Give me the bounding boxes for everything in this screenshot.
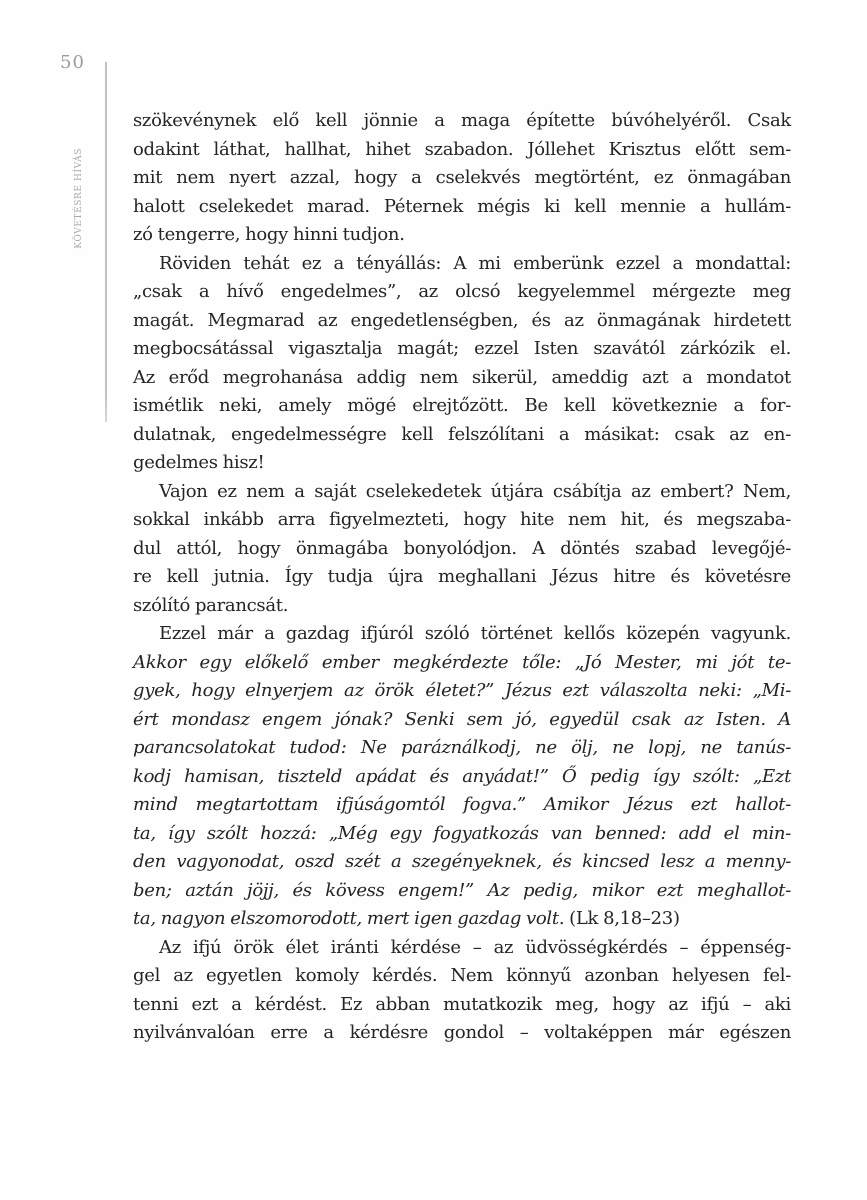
text-line (133, 193, 791, 222)
scripture-quote-italic: gyek, hogy elnyerjem az örök életet?” Jézus ezt válaszolta neki: „Mi- (133, 680, 791, 701)
body-text: odakint láthat, hallhat, hihet szabadon. Jóllehet Krisztus előtt sem- (133, 138, 791, 160)
text-line (133, 763, 791, 792)
text-line (133, 706, 791, 735)
paragraph (133, 620, 791, 934)
body-text: Ezzel már a gazdag ifjúról szóló történet kellős közepén vagyunk. (159, 623, 791, 644)
scripture-quote-italic: ta, így szólt hozzá: „Még egy fogyatkozás van benned: add el min- (133, 822, 791, 844)
body-text: (Lk 8,18–23) (564, 908, 680, 929)
text-line (133, 335, 791, 364)
body-text: szólító parancsát. (133, 594, 289, 616)
body-text: Röviden tehát ez a tényállás: A mi emberünk ezzel a mondattal: (159, 252, 791, 274)
margin-rule-divider (105, 62, 107, 422)
body-text: Az erőd megrohanása addig nem sikerül, ameddig azt a mondatot (133, 366, 791, 388)
body-text: sokkal inkább arra figyelmezteti, hogy hite nem hit, és megszaba- (133, 509, 791, 530)
text-line (133, 278, 791, 307)
text-line (133, 164, 791, 193)
body-text: magát. Megmarad az engedetlenségben, és az önmagának hirdetett (133, 309, 791, 331)
text-block (133, 107, 791, 1048)
paragraph (133, 934, 791, 1048)
scripture-quote-italic: ben; aztán jöjj, és kövess engem!” Az pedig, mikor ezt meghallot- (133, 879, 791, 901)
text-line (133, 449, 791, 478)
running-head-chapter-label: KÖVETÉSRE HÍVÁS (74, 148, 84, 249)
body-text: megbocsátással vigasztalja magát; ezzel Isten szavától zárkózik el. (133, 338, 791, 359)
text-line (133, 221, 791, 250)
text-line (133, 734, 791, 763)
text-line (133, 392, 791, 421)
text-line (133, 421, 791, 450)
text-line (133, 820, 791, 849)
body-text: dulatnak, engedelmességre kell felszólítani a másikat: csak az en- (133, 423, 791, 445)
body-text: halott cselekedet marad. Péternek mégis ki kell mennie a hullám- (133, 195, 791, 217)
text-line (133, 962, 791, 991)
text-line (133, 934, 791, 963)
text-line (133, 649, 791, 678)
text-line (133, 307, 791, 336)
scripture-quote-italic: mind megtartottam ifjúságomtól fogva.” Amikor Jézus ezt hallot- (133, 794, 791, 815)
text-line (133, 677, 791, 706)
body-text: tenni ezt a kérdést. Ez abban mutatkozik meg, hogy az ifjú – aki (133, 993, 791, 1015)
text-line (133, 905, 791, 934)
body-text: nyilvánvalóan erre a kérdésre gondol – voltaképpen már egészen (133, 1022, 791, 1043)
scripture-quote-italic: ért mondasz engem jónak? Senki sem jó, egyedül csak az Isten. A (133, 708, 791, 730)
paragraph (133, 478, 791, 621)
text-line (133, 620, 791, 649)
body-text: ismétlik neki, amely mögé elrejtőzött. Be kell következnie a for- (133, 395, 791, 416)
text-line (133, 364, 791, 393)
text-line (133, 563, 791, 592)
text-line (133, 250, 791, 279)
text-line (133, 791, 791, 820)
text-line (133, 592, 791, 621)
text-line (133, 1019, 791, 1048)
body-text: re kell jutnia. Így tudja újra meghallani Jézus hitre és követésre (133, 566, 791, 587)
body-text: mit nem nyert azzal, hogy a cselekvés megtörtént, ez önmagában (133, 167, 791, 188)
text-line (133, 506, 791, 535)
scripture-quote-italic: Akkor egy előkelő ember megkérdezte tőle: „Jó Mester, mi jót te- (133, 651, 791, 673)
text-line (133, 877, 791, 906)
text-line (133, 107, 791, 136)
body-text: dul attól, hogy önmagába bonyolódjon. A döntés szabad levegőjé- (133, 537, 791, 559)
scripture-quote-italic: den vagyonodat, oszd szét a szegényeknek, és kincsed lesz a menny- (133, 851, 791, 872)
text-line (133, 136, 791, 165)
body-text: Az ifjú örök élet iránti kérdése – az üdvösségkérdés – éppenség- (159, 936, 791, 958)
body-text: gedelmes hisz! (133, 452, 265, 473)
text-line (133, 478, 791, 507)
scripture-quote-italic: parancsolatokat tudod: Ne paráználkodj, ne ölj, ne lopj, ne tanús- (133, 737, 791, 758)
paragraph (133, 107, 791, 250)
text-line (133, 848, 791, 877)
body-text: zó tengerre, hogy hinni tudjon. (133, 224, 405, 245)
text-line (133, 991, 791, 1020)
scripture-quote-italic: kodj hamisan, tiszteld apádat és anyádat!” Ő pedig így szólt: „Ezt (133, 765, 791, 787)
body-text: Vajon ez nem a saját cselekedetek útjára csábítja az embert? Nem, (159, 480, 791, 502)
body-text: „csak a hívő engedelmes”, az olcsó kegyelemmel mérgezte meg (133, 281, 791, 302)
scripture-quote-italic: ta, nagyon elszomorodott, mert igen gazdag volt. (133, 908, 565, 929)
page-number: 50 (60, 52, 85, 73)
text-line (133, 535, 791, 564)
body-text: szökevénynek elő kell jönnie a maga építette búvóhelyéről. Csak (133, 110, 791, 131)
body-text: gel az egyetlen komoly kérdés. Nem könnyű azonban helyesen fel- (133, 965, 791, 986)
paragraph (133, 250, 791, 478)
